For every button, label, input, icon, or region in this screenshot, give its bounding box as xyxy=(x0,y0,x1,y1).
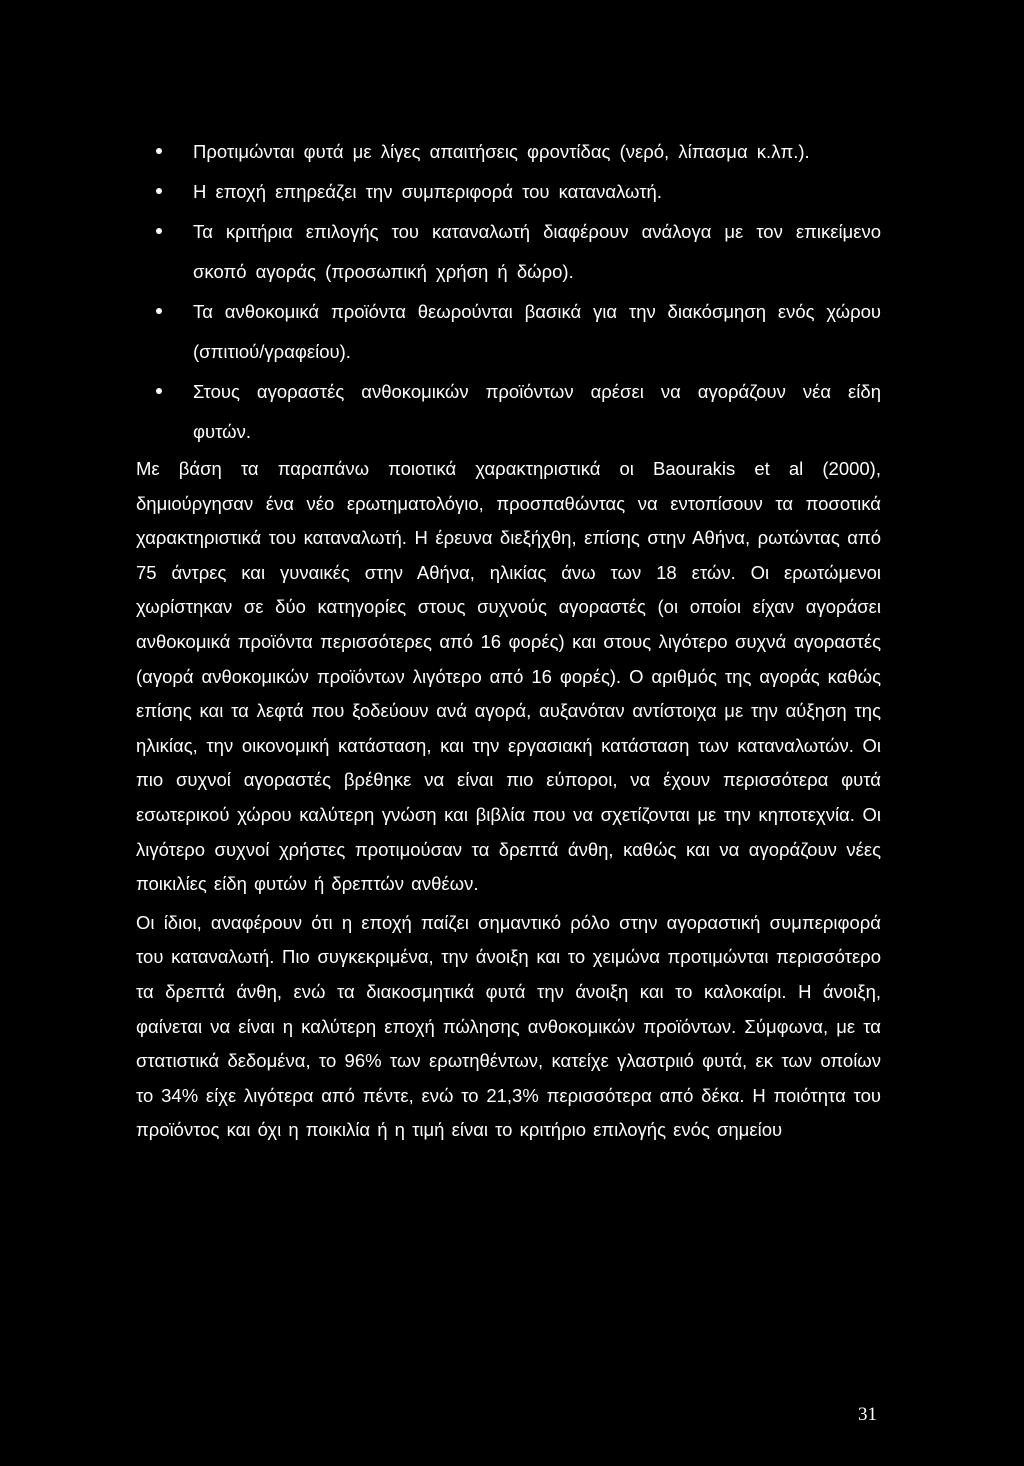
body-paragraph: Με βάση τα παραπάνω ποιοτικά χαρακτηριστικά οι Baourakis et al (2000), δημιούργησαν ένα νέο ερωτηματολόγιο, προσπαθώντας να εντοπίσουν τα ποσοτικά χαρακτηριστικά του καταναλωτή. Η έρευνα διεξήχθη, επίσης στην Αθήνα, ρωτώντας από 75 άντρες και γυναικές στην Αθήνα, ηλικίας άνω των 18 ετών. Οι ερωτώμενοι χωρίστηκαν σε δύο κατηγορίες στους συχνούς αγοραστές (οι οποίοι είχαν αγοράσει ανθοκομικά προϊόντα περισσότερες από 16 φορές) και στους λιγότερο συχνά αγοραστές (αγορά ανθοκομικών προϊόντων λιγότερο από 16 φορές). Ο αριθμός της αγοράς καθώς επίσης και τα λεφτά που ξοδεύουν ανά αγορά, αυξανόταν αντίστοιχα με την αύξηση της ηλικίας, την οικονομική κατάσταση, και την εργασιακή κατάσταση των καταναλωτών. Οι πιο συχνοί αγοραστές βρέθηκε να είναι πιο εύποροι, να έχουν περισσότερα φυτά εσωτερικού χώρου καλύτερη γνώση και βιβλία που να σχετίζονται με την κηποτεχνία. Οι λιγότερο συχνοί χρήστες προτιμούσαν τα δρεπτά άνθη, καθώς και να αγοράζουν νέες ποικιλίες είδη φυτών ή δρεπτών ανθέων. xyxy=(136,458,881,895)
bullet-list xyxy=(136,132,881,452)
bullet-item xyxy=(136,372,881,452)
bullet-item xyxy=(136,172,881,212)
page-number: 31 xyxy=(858,1404,877,1425)
bullet-dot-icon xyxy=(156,148,162,154)
bullet-text: Στους αγοραστές ανθοκομικών προϊόντων αρέσει να αγοράζουν νέα είδη φυτών. xyxy=(193,381,881,442)
bullet-item xyxy=(136,132,881,172)
bullet-item xyxy=(136,212,881,292)
bullet-item xyxy=(136,292,881,372)
bullet-text: Τα ανθοκομικά προϊόντα θεωρούνται βασικά για την διακόσμηση ενός χώρου (σπιτιού/γραφείου). xyxy=(193,301,881,362)
document-page xyxy=(136,132,881,1148)
bullet-text: Τα κριτήρια επιλογής του καταναλωτή διαφέρουν ανάλογα με τον επικείμενο σκοπό αγοράς (προσωπική χρήση ή δώρο). xyxy=(193,221,881,282)
bullet-text: Προτιμώνται φυτά με λίγες απαιτήσεις φροντίδας (νερό, λίπασμα κ.λπ.). xyxy=(193,141,810,162)
bullet-dot-icon xyxy=(156,188,162,194)
bullet-text: Η εποχή επηρεάζει την συμπεριφορά του καταναλωτή. xyxy=(193,181,662,202)
bullet-dot-icon xyxy=(156,388,162,394)
bullet-dot-icon xyxy=(156,308,162,314)
body-paragraph: Οι ίδιοι, αναφέρουν ότι η εποχή παίζει σημαντικό ρόλο στην αγοραστική συμπεριφορά του καταναλωτή. Πιο συγκεκριμένα, την άνοιξη και το χειμώνα προτιμώνται περισσότερο τα δρεπτά άνθη, ενώ τα διακοσμητικά φυτά την άνοιξη και το καλοκαίρι. Η άνοιξη, φαίνεται να είναι η καλύτερη εποχή πώλησης ανθοκομικών προϊόντων. Σύμφωνα, με τα στατιστικά δεδομένα, το 96% των ερωτηθέντων, κατείχε γλαστριιό φυτά, εκ των οποίων το 34% είχε λιγότερα από πέντε, ενώ το 21,3% περισσότερα από δέκα. Η ποιότητα του προϊόντος και όχι η ποικιλία ή η τιμή είναι το κριτήριο επιλογής ενός σημείου xyxy=(136,911,881,1141)
bullet-dot-icon xyxy=(156,228,162,234)
